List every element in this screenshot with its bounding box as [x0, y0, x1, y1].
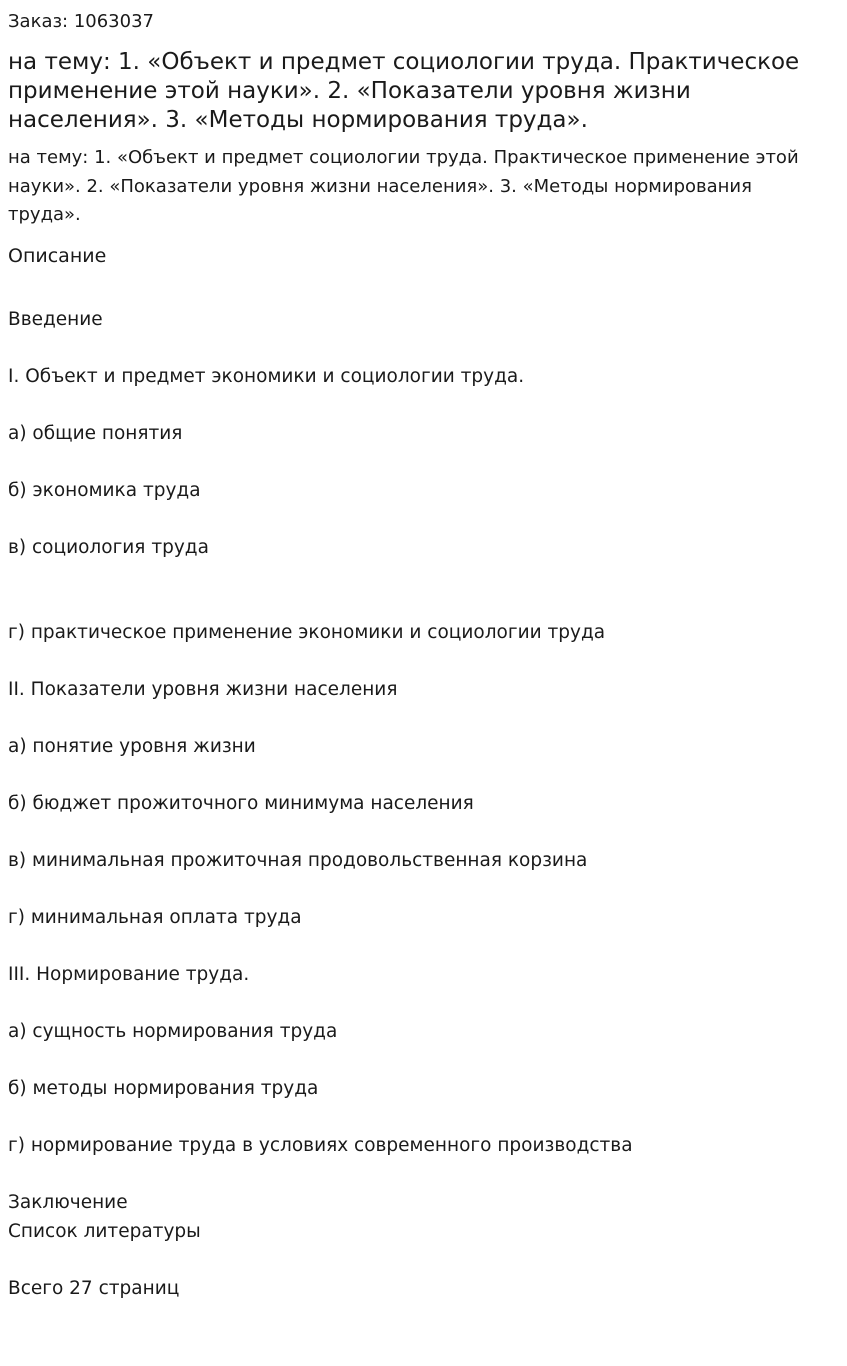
toc-line: а) понятие уровня жизни	[8, 736, 256, 757]
toc-line: III. Нормирование труда.	[8, 964, 250, 985]
toc-line: а) общие понятия	[8, 423, 183, 444]
page-title: на тему: 1. «Объект и предмет социологии труда. Практическое применение этой науки». 2. «Показатели уровня жизни населения». 3. «Методы нормирования труда».	[8, 49, 800, 133]
description-heading: Описание	[8, 245, 107, 267]
toc-line: Введение	[8, 309, 103, 330]
toc-line: II. Показатели уровня жизни населения	[8, 679, 398, 700]
toc-line: г) практическое применение экономики и социологии труда	[8, 622, 606, 643]
toc-line: б) методы нормирования труда	[8, 1078, 319, 1099]
toc-line: г) минимальная оплата труда	[8, 907, 302, 928]
toc-line: б) экономика труда	[8, 480, 201, 501]
toc-line: а) сущность нормирования труда	[8, 1021, 338, 1042]
toc-line: Заключение	[8, 1192, 128, 1213]
order-number: Заказ: 1063037	[8, 11, 154, 32]
toc-line: в) социология труда	[8, 537, 209, 558]
toc-line: в) минимальная прожиточная продовольственная корзина	[8, 850, 588, 871]
toc-line: I. Объект и предмет экономики и социологии труда.	[8, 366, 525, 387]
toc-line: б) бюджет прожиточного минимума населения	[8, 793, 474, 814]
page-count: Всего 27 страниц	[8, 1278, 180, 1299]
toc-line: г) нормирование труда в условиях современного производства	[8, 1135, 633, 1156]
topic-text: на тему: 1. «Объект и предмет социологии труда. Практическое применение этой науки». 2. «Показатели уровня жизни населения». 3. «Методы нормирования труда».	[8, 147, 799, 225]
toc-line: Список литературы	[8, 1221, 201, 1242]
